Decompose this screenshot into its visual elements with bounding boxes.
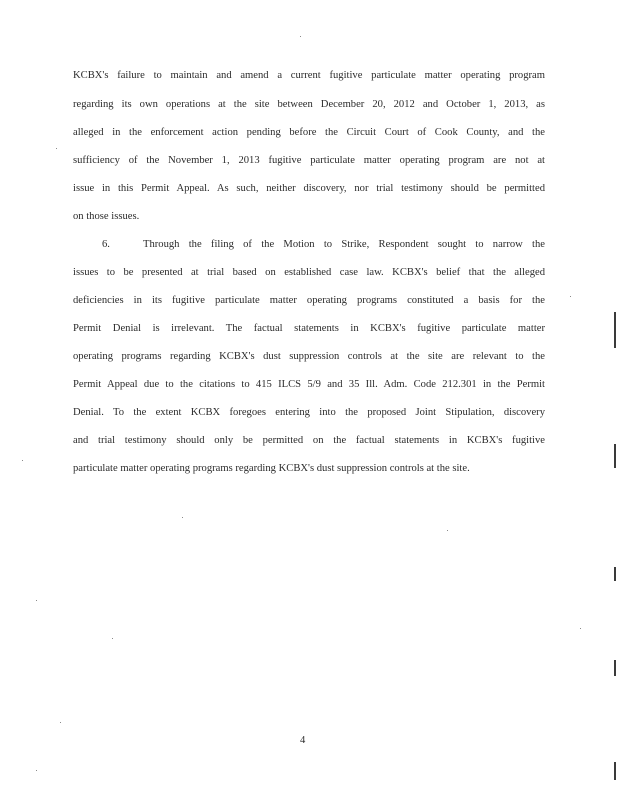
scan-mark-4: [614, 660, 616, 676]
scan-speckle: [22, 460, 23, 461]
paragraph-6-line-2: issues to be presented at trial based on established case law. KCBX's belief that the alleged: [73, 267, 545, 278]
scan-speckle: [36, 770, 37, 771]
scan-speckle: [112, 638, 113, 639]
scan-speckle: [570, 296, 571, 297]
scan-mark-3: [614, 567, 616, 581]
scan-mark-5: [614, 762, 616, 780]
paragraph-6-line-8: and trial testimony should only be permitted on the factual statements in KCBX's fugitive: [73, 435, 545, 446]
paragraph-6-line-4: Permit Denial is irrelevant. The factual statements in KCBX's fugitive particulate matter: [73, 323, 545, 334]
scan-mark-1: [614, 312, 616, 348]
paragraph-6-line-1: Through the filing of the Motion to Strike, Respondent sought to narrow the: [143, 239, 545, 250]
paragraph-5-line-3: alleged in the enforcement action pending before the Circuit Court of Cook County, and the: [73, 127, 545, 138]
paragraph-5-line-6: on those issues.: [73, 211, 140, 222]
scan-speckle: [580, 628, 581, 629]
scan-speckle: [300, 36, 301, 37]
paragraph-6-line-3: deficiencies in its fugitive particulate matter operating programs constituted a basis for the: [73, 295, 545, 306]
scan-mark-2: [614, 444, 616, 468]
paragraph-5-line-1: KCBX's failure to maintain and amend a current fugitive particulate matter operating program: [73, 70, 545, 81]
scan-speckle: [56, 148, 57, 149]
paragraph-6-line-6: Permit Appeal due to the citations to 415 ILCS 5/9 and 35 Ill. Adm. Code 212.301 in the Permit: [73, 379, 545, 390]
scan-speckle: [182, 517, 183, 518]
scan-speckle: [60, 722, 61, 723]
paragraph-5-line-5: issue in this Permit Appeal. As such, neither discovery, nor trial testimony should be permitted: [73, 183, 545, 194]
paragraph-5-line-2: regarding its own operations at the site between December 20, 2012 and October 1, 2013, as: [73, 99, 545, 110]
scan-speckle: [36, 600, 37, 601]
paragraph-5-line-4: sufficiency of the November 1, 2013 fugitive particulate matter operating program are not at: [73, 155, 545, 166]
page-number: 4: [300, 735, 306, 746]
paragraph-6-line-5: operating programs regarding KCBX's dust suppression controls at the site are relevant to the: [73, 351, 545, 362]
scan-speckle: [447, 530, 448, 531]
paragraph-6-line-7: Denial. To the extent KCBX foregoes entering into the proposed Joint Stipulation, discovery: [73, 407, 545, 418]
paragraph-6-line-9: particulate matter operating programs regarding KCBX's dust suppression controls at the site.: [73, 463, 470, 474]
paragraph-6-number: 6.: [102, 239, 110, 250]
